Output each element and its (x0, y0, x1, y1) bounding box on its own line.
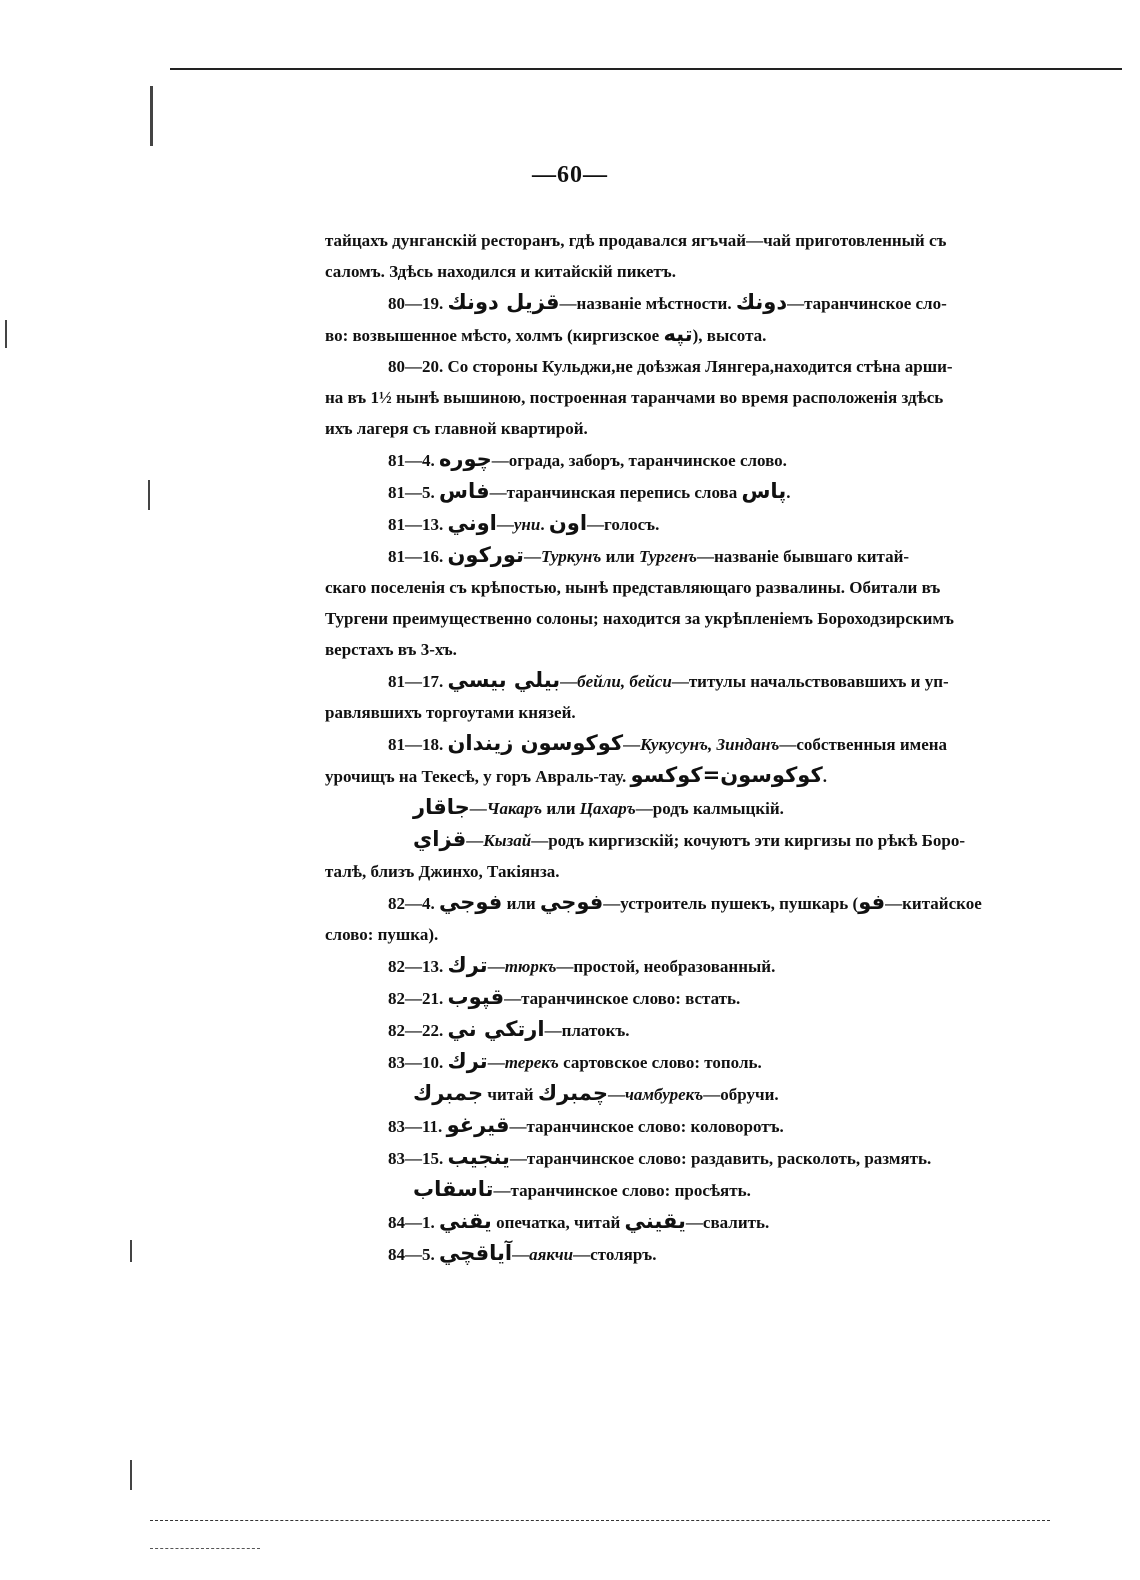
arabic-term: پاس (741, 479, 787, 503)
text-segment: —таранчинское слово: раздавить, расколоть, размять. (509, 1149, 932, 1168)
text-segment: 82—4. (388, 894, 439, 913)
italic-term: Цахаръ (579, 799, 636, 818)
text-line-3 (325, 287, 1038, 319)
text-segment: —обручи. (703, 1085, 779, 1104)
text-segment: урочищъ на Текесѣ, у горъ Авраль-тау. (325, 767, 631, 786)
text-line-21 (325, 856, 1038, 887)
text-segment: слово: пушка). (325, 925, 439, 944)
arabic-term: فوجي (439, 890, 503, 914)
text-line-11 (325, 540, 1038, 572)
arabic-term: چمبرك (537, 1081, 608, 1105)
text-segment: —голосъ. (587, 515, 660, 534)
text-segment: —титулы начальствовавшихъ и уп- (671, 672, 949, 691)
arabic-term: يقيني (624, 1209, 686, 1233)
text-segment: — (512, 1245, 530, 1264)
arabic-term: آياقچي (439, 1241, 513, 1265)
text-segment: —родъ киргизскій; кочуютъ эти киргизы по рѣкѣ Боро- (531, 831, 966, 850)
text-segment: равлявшихъ торгоутами князей. (325, 703, 576, 722)
italic-term: бейли, бейси (577, 672, 672, 691)
arabic-term: تپه (663, 322, 693, 346)
arabic-term: كوكوسون زيندان (447, 731, 624, 755)
arabic-term: توركون (447, 543, 524, 567)
text-line-12 (325, 572, 1038, 603)
text-segment: —таранчинская перепись слова (489, 483, 742, 502)
text-line-15 (325, 665, 1038, 697)
text-line-29 (325, 1110, 1038, 1142)
text-segment: . (786, 483, 791, 502)
arabic-term: ترك (447, 953, 488, 977)
text-segment: 83—11. (388, 1117, 447, 1136)
text-line-1 (325, 225, 1038, 256)
page-number: —60— (532, 162, 608, 188)
text-segment: 83—15. (388, 1149, 448, 1168)
text-segment: во: возвышенное мѣсто, холмъ (киргизское (325, 326, 664, 345)
text-segment: — (607, 1085, 625, 1104)
text-line-26 (325, 1014, 1038, 1046)
text-segment: —таранчинское сло- (787, 294, 947, 313)
text-segment: . (822, 767, 827, 786)
arabic-term: فوجي (539, 890, 604, 914)
arabic-term: اوني (447, 511, 497, 535)
scan-margin-marks (0, 0, 160, 1580)
arabic-term: قپوب (447, 985, 505, 1009)
italic-term: Кукусунъ, Зинданъ (640, 735, 780, 754)
document-text (325, 225, 1038, 1270)
italic-term: тюркъ (504, 957, 557, 976)
text-segment: скаго поселенія съ крѣпостью, нынѣ представляющаго развалины. Обитали въ (325, 578, 941, 597)
italic-term: уни (513, 515, 541, 534)
text-segment: или (601, 547, 639, 566)
text-line-17 (325, 728, 1038, 760)
text-segment: 81—5. (388, 483, 439, 502)
text-line-7 (325, 413, 1038, 444)
text-segment: — (623, 735, 641, 754)
text-line-5 (325, 351, 1038, 382)
text-line-2 (325, 256, 1038, 287)
text-line-22 (325, 887, 1038, 919)
text-segment: —простой, необразованный. (556, 957, 776, 976)
arabic-term: ارتكي ني (447, 1017, 545, 1041)
text-segment: — (487, 957, 505, 976)
top-rule (170, 68, 1122, 70)
text-segment: —свалить. (685, 1213, 770, 1232)
text-segment: —столяръ. (573, 1245, 657, 1264)
text-line-19 (325, 792, 1038, 824)
text-segment: 81—4. (388, 451, 439, 470)
text-segment: читай (483, 1085, 538, 1104)
text-segment: —китайское (885, 894, 982, 913)
text-line-32 (325, 1206, 1038, 1238)
text-segment: талѣ, близъ Джинхо, Такіянза. (325, 862, 560, 881)
arabic-term: دونك (735, 290, 788, 314)
bottom-rule-short (150, 1548, 260, 1549)
text-line-8 (325, 444, 1038, 476)
text-line-25 (325, 982, 1038, 1014)
arabic-term: بيلي بيسي (447, 668, 561, 692)
arabic-term: چوره (439, 447, 492, 471)
bottom-rule (150, 1520, 1050, 1521)
text-line-28 (325, 1078, 1038, 1110)
text-line-16 (325, 697, 1038, 728)
italic-term: терекъ (504, 1053, 559, 1072)
text-segment: 81—13. (388, 515, 448, 534)
text-segment: —таранчинское слово: встать. (504, 989, 741, 1008)
text-line-18 (325, 760, 1038, 792)
text-segment: — (496, 515, 514, 534)
text-segment: тайцахъ дунганскій ресторанъ, гдѣ продавался ягъчай—чай приготовленный съ (325, 231, 947, 250)
italic-term: Кызай (483, 831, 532, 850)
text-line-24 (325, 950, 1038, 982)
text-line-20 (325, 824, 1038, 856)
text-segment: — (466, 831, 484, 850)
text-segment: —названіе бывшаго китай- (696, 547, 910, 566)
text-segment: — (523, 547, 541, 566)
text-segment: 82—21. (388, 989, 448, 1008)
text-segment: на въ 1½ нынѣ вышиною, построенная таранчами во время расположенія здѣсь (325, 388, 944, 407)
arabic-term: فاس (439, 479, 490, 503)
text-line-13 (325, 603, 1038, 634)
arabic-term: جاقار (413, 795, 470, 819)
italic-term: Чакаръ (486, 799, 543, 818)
italic-term: аякчи (529, 1245, 574, 1264)
arabic-term: يقني (439, 1209, 492, 1233)
text-line-31 (325, 1174, 1038, 1206)
text-segment: 80—19. (388, 294, 448, 313)
text-segment: — (560, 672, 578, 691)
arabic-term: ترك (447, 1049, 488, 1073)
arabic-term: قزاي (413, 827, 467, 851)
text-segment: —названіе мѣстности. (559, 294, 736, 313)
arabic-term: تاسقاب (413, 1177, 494, 1201)
text-segment: —родъ калмыцкій. (635, 799, 784, 818)
arabic-term: قزيل دونك (447, 290, 560, 314)
text-segment: 81—16. (388, 547, 448, 566)
text-line-30 (325, 1142, 1038, 1174)
text-segment: —таранчинское слово: коловоротъ. (509, 1117, 784, 1136)
text-segment: верстахъ въ 3-хъ. (325, 640, 457, 659)
text-segment: 82—22. (388, 1021, 448, 1040)
text-line-33 (325, 1238, 1038, 1270)
text-line-4 (325, 319, 1038, 351)
text-line-10 (325, 508, 1038, 540)
italic-term: чамбурекъ (624, 1085, 704, 1104)
italic-term: Туркунъ (540, 547, 602, 566)
text-segment: сартовское слово: тополь. (558, 1053, 762, 1072)
arabic-term: فو (858, 890, 886, 914)
text-segment: —собственныя имена (779, 735, 948, 754)
text-line-14 (325, 634, 1038, 665)
text-line-6 (325, 382, 1038, 413)
text-segment: 82—13. (388, 957, 448, 976)
text-segment: опечатка, читай (491, 1213, 625, 1232)
text-segment: Тургени преимущественно солоны; находится за укрѣпленіемъ Бороходзирскимъ (325, 609, 954, 628)
text-segment: ихъ лагеря съ главной квартирой. (325, 419, 588, 438)
arabic-term: اون (548, 511, 588, 535)
text-segment: . (540, 515, 549, 534)
text-segment: или (542, 799, 580, 818)
italic-term: Тургенъ (638, 547, 697, 566)
text-segment: 80—20. Со стороны Кульджи,не доѣзжая Лянгера,находится стѣна арши- (388, 357, 953, 376)
text-segment: —платокъ. (544, 1021, 630, 1040)
arabic-term: جمبرك (413, 1081, 484, 1105)
text-line-23 (325, 919, 1038, 950)
arabic-term: كوكوسون=كوكسو (630, 763, 823, 787)
text-segment: или (502, 894, 540, 913)
text-line-27 (325, 1046, 1038, 1078)
text-segment: 83—10. (388, 1053, 448, 1072)
text-segment: 81—18. (388, 735, 448, 754)
text-segment: —ограда, заборъ, таранчинское слово. (491, 451, 787, 470)
text-segment: ), высота. (692, 326, 767, 345)
text-segment: саломъ. Здѣсь находился и китайскій пикетъ. (325, 262, 676, 281)
text-line-9 (325, 476, 1038, 508)
text-segment: — (487, 1053, 505, 1072)
arabic-term: ينجيب (447, 1145, 510, 1169)
text-segment: 81—17. (388, 672, 448, 691)
arabic-term: قيرغو (446, 1113, 510, 1137)
text-segment: —таранчинское слово: просѣять. (493, 1181, 751, 1200)
text-segment: — (469, 799, 487, 818)
text-segment: 84—5. (388, 1245, 439, 1264)
text-segment: 84—1. (388, 1213, 439, 1232)
text-segment: —устроитель пушекъ, пушкарь ( (603, 894, 859, 913)
